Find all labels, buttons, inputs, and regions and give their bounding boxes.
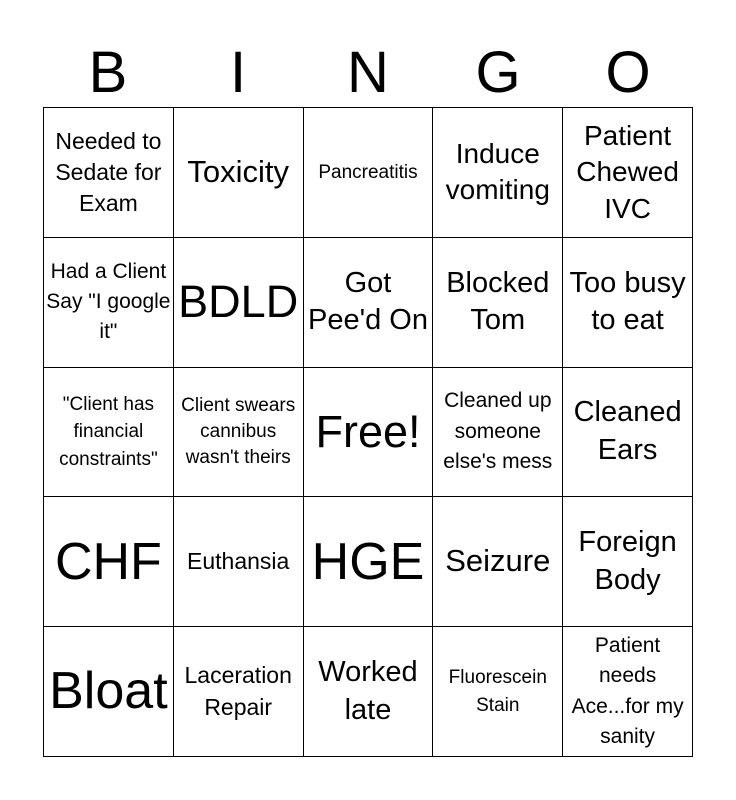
bingo-cell[interactable] <box>563 238 693 368</box>
cell-label: Toxicity <box>187 154 290 190</box>
cell-label: Cleaned up someone else's mess <box>443 389 553 474</box>
bingo-cell[interactable] <box>433 238 563 368</box>
bingo-cell[interactable] <box>44 238 174 368</box>
bingo-header <box>43 40 693 106</box>
cell-label: Pancreatitis <box>318 161 418 183</box>
cell-label: Fluorescein Stain <box>448 667 547 716</box>
header-letter-b: B <box>88 40 128 105</box>
bingo-cell[interactable] <box>174 627 304 757</box>
free-space[interactable] <box>304 368 434 498</box>
bingo-cell[interactable] <box>174 108 304 238</box>
cell-label: Bloat <box>49 662 168 721</box>
cell-label: BDLD <box>178 276 299 327</box>
cell-label: Seizure <box>445 543 551 579</box>
cell-label: Laceration Repair <box>184 662 292 720</box>
bingo-cell[interactable] <box>433 497 563 627</box>
bingo-cell[interactable] <box>433 108 563 238</box>
bingo-cell[interactable] <box>304 497 434 627</box>
cell-label: CHF <box>54 532 162 591</box>
cell-label: Had a Client Say "I google it" <box>46 259 171 344</box>
cell-label: Client swears cannibus wasn't theirs <box>181 395 296 468</box>
header-letter-g: G <box>475 40 521 105</box>
bingo-cell[interactable] <box>433 368 563 498</box>
cell-label: HGE <box>311 532 425 591</box>
bingo-cell[interactable] <box>44 108 174 238</box>
bingo-cell[interactable] <box>563 627 693 757</box>
bingo-cell[interactable] <box>44 497 174 627</box>
cell-label: Patient Chewed IVC <box>576 119 679 224</box>
header-letter-i: I <box>229 40 247 105</box>
header-letter-o: O <box>605 40 651 105</box>
bingo-cell[interactable] <box>304 238 434 368</box>
cell-label: "Client has financial constraints" <box>59 393 158 470</box>
cell-label: Patient needs Ace...for my sanity <box>571 633 684 749</box>
cell-label: Foreign Body <box>578 526 677 596</box>
bingo-cell[interactable] <box>44 627 174 757</box>
cell-label: Worked late <box>318 655 418 726</box>
bingo-cell[interactable] <box>563 368 693 498</box>
cell-label: Free! <box>315 405 421 457</box>
cell-label: Induce vomiting <box>445 138 550 206</box>
bingo-cell[interactable] <box>563 497 693 627</box>
bingo-cell[interactable] <box>174 238 304 368</box>
bingo-cell[interactable] <box>44 368 174 498</box>
cell-label: Got Pee'd On <box>307 266 428 337</box>
bingo-card <box>43 107 693 757</box>
cell-label: Needed to Sedate for Exam <box>55 127 162 217</box>
bingo-cell[interactable] <box>433 627 563 757</box>
cell-label: Cleaned Ears <box>573 396 682 466</box>
bingo-cell[interactable] <box>174 368 304 498</box>
bingo-cell[interactable] <box>563 108 693 238</box>
cell-label: Blocked Tom <box>446 266 550 337</box>
cell-label: Euthansia <box>187 548 290 575</box>
cell-label: Too busy to eat <box>569 266 686 337</box>
bingo-cell[interactable] <box>174 497 304 627</box>
bingo-cell[interactable] <box>304 108 434 238</box>
bingo-cell[interactable] <box>304 627 434 757</box>
header-letter-n: N <box>347 40 389 105</box>
